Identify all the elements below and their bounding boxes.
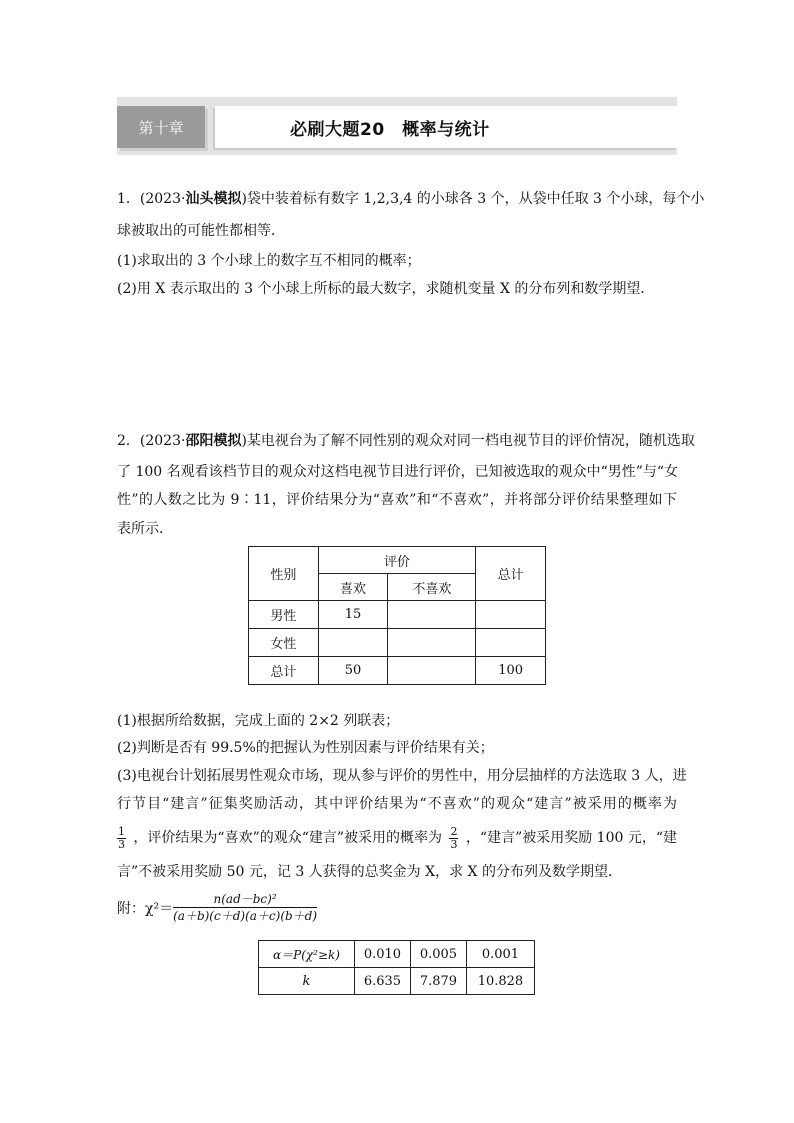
ref-k: 10.828 bbox=[466, 968, 534, 995]
table-row bbox=[249, 657, 546, 685]
q1-line2: 球被取出的可能性都相等． bbox=[117, 223, 285, 239]
q1-source: 汕头模拟 bbox=[185, 191, 242, 207]
th-gender: 性别 bbox=[249, 547, 319, 601]
table-row bbox=[249, 629, 546, 657]
q2-line3: 性”的人数之比为 9∶11，评价结果分为“喜欢”和“不喜欢”，并将部分评价结果整理如下 bbox=[117, 492, 677, 508]
q1-part2: (2)用 X 表示取出的 3 个小球上所标的最大数字，求随机变量 X 的分布列和数学期望． bbox=[117, 281, 655, 297]
cell-total: 100 bbox=[476, 657, 546, 685]
q2-prefix: 2．(2023· bbox=[117, 433, 186, 449]
ref-k: 7.879 bbox=[410, 968, 466, 995]
q2-part3-line3 bbox=[117, 822, 677, 854]
th-total: 总计 bbox=[476, 547, 546, 601]
q2-part3-line4: 言”不被采用奖励 50 元，记 3 人获得的总奖金为 X，求 X 的分布列及数学期望． bbox=[117, 864, 622, 880]
th-dislike: 不喜欢 bbox=[388, 574, 476, 601]
q2-line1 bbox=[117, 431, 695, 451]
ref-row2-label: k bbox=[259, 968, 355, 995]
page-title: 必刷大题20 概率与统计 bbox=[290, 120, 490, 140]
table-row bbox=[249, 601, 546, 629]
cell-like: 50 bbox=[318, 657, 388, 685]
q2-part3-line1: (3)电视台计划拓展男性观众市场，现从参与评价的男性中，用分层抽样的方法选取 3 人，进 bbox=[117, 768, 687, 784]
cell-total bbox=[476, 601, 546, 629]
appendix-label: 附：χ²＝ bbox=[117, 900, 174, 917]
chapter-label: 第十章 bbox=[117, 106, 205, 148]
cell-like: 15 bbox=[318, 601, 388, 629]
q2-line4: 表所示． bbox=[117, 521, 173, 537]
ref-alpha: 0.005 bbox=[410, 941, 466, 968]
cell-like bbox=[318, 629, 388, 657]
q2-part2: (2)判断是否有 99.5%的把握认为性别因素与评价结果有关； bbox=[117, 740, 494, 756]
q1-line1 bbox=[117, 189, 705, 209]
formula-denominator: (a＋b)(c＋d)(a＋c)(b＋d) bbox=[173, 909, 318, 923]
q1-text: )袋中装着标有数字 1,2,3,4 的小球各 3 个，从袋中任取 3 个小球，每个小 bbox=[241, 191, 705, 207]
fraction-two-thirds: $\frac{2}{3}$ bbox=[450, 824, 458, 851]
ref-alpha: 0.001 bbox=[466, 941, 534, 968]
fraction-one-third: $\frac{1}{3}$ bbox=[118, 824, 125, 851]
row-label: 女性 bbox=[249, 629, 319, 657]
critical-value-table bbox=[258, 940, 535, 995]
q1-part1: (1)求取出的 3 个小球上的数字互不相同的概率； bbox=[117, 253, 421, 269]
row-label: 总计 bbox=[249, 657, 319, 685]
th-like: 喜欢 bbox=[318, 574, 388, 601]
q2-part3-mid: ，评价结果为“喜欢”的观众“建言”被采用的概率为 bbox=[133, 830, 443, 846]
th-eval: 评价 bbox=[318, 547, 476, 574]
cell-dislike bbox=[388, 629, 476, 657]
cell-total bbox=[476, 629, 546, 657]
q2-part3-end: ，“建言”被采用奖励 100 元，“建 bbox=[465, 830, 677, 846]
q2-source: 邵阳模拟 bbox=[185, 433, 242, 449]
row-label: 男性 bbox=[249, 601, 319, 629]
q2-text: )某电视台为了解不同性别的观众对同一档电视节目的评价情况，随机选取 bbox=[241, 433, 695, 449]
ref-k: 6.635 bbox=[355, 968, 411, 995]
ref-row1-label: α＝P(χ²≥k) bbox=[259, 941, 355, 968]
chi-square-fraction bbox=[173, 891, 317, 924]
q2-line2: 了 100 名观看该档节目的观众对这档电视节目进行评价，已知被选取的观众中“男性”与“女 bbox=[117, 464, 679, 480]
ref-alpha: 0.010 bbox=[355, 941, 411, 968]
appendix-formula bbox=[117, 891, 317, 924]
formula-numerator: n(ad－bc)² bbox=[173, 891, 317, 908]
q2-part1: (1)根据所给数据，完成上面的 2×2 列联表； bbox=[117, 713, 400, 729]
q1-prefix: 1．(2023· bbox=[117, 191, 186, 207]
cell-dislike bbox=[388, 657, 476, 685]
q2-part3-line2: 行节目“建言”征集奖励活动，其中评价结果为“不喜欢”的观众“建言”被采用的概率为 bbox=[117, 796, 677, 812]
cell-dislike bbox=[388, 601, 476, 629]
contingency-table bbox=[248, 546, 546, 685]
